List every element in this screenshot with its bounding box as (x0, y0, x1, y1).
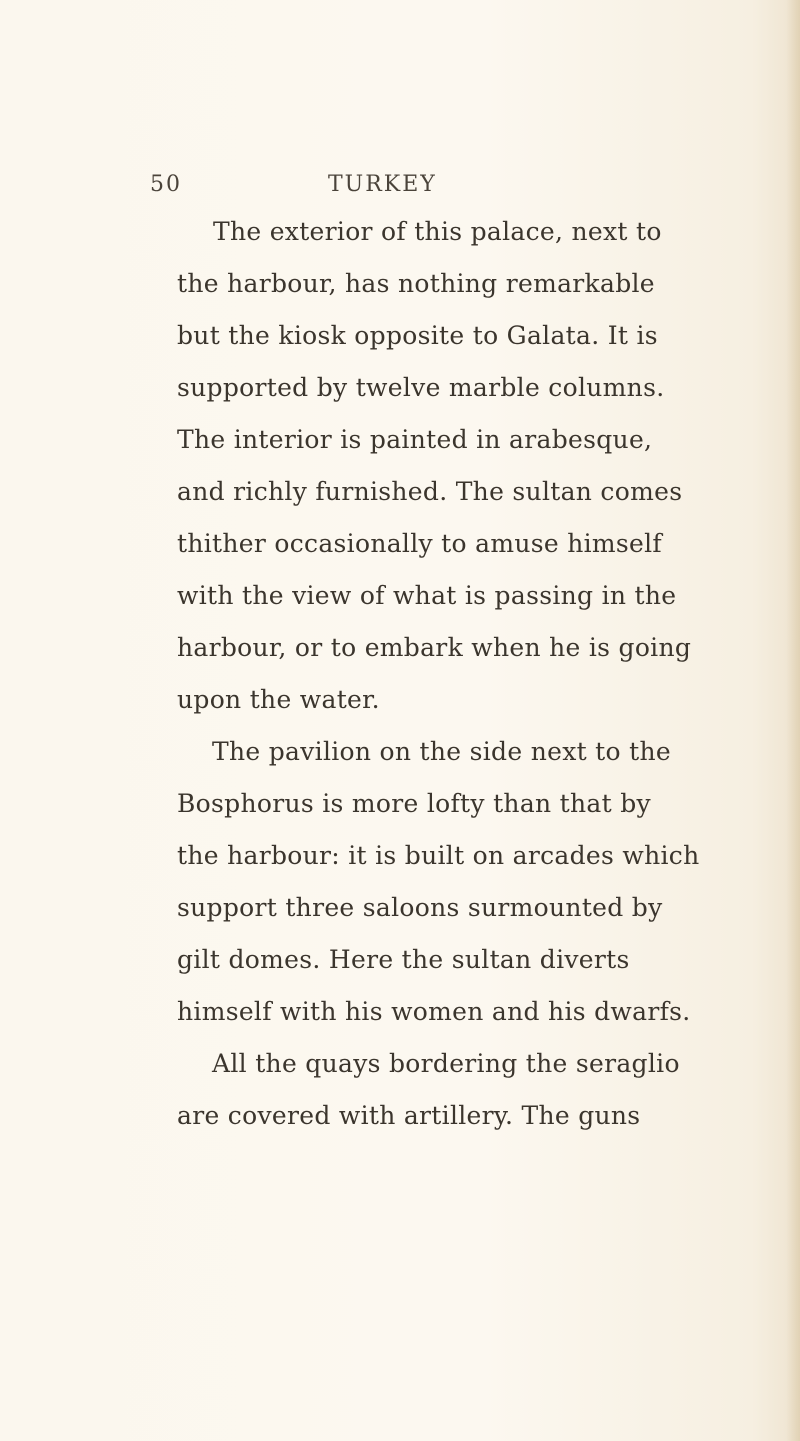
text-line: himself with his women and his dwarfs. (177, 997, 691, 1026)
text-line: The exterior of this palace, next to (213, 217, 662, 246)
text-line: All the quays bordering the seraglio (212, 1049, 680, 1078)
page-edge-shadow (786, 0, 800, 1441)
page-header (0, 172, 800, 212)
text-line: with the view of what is passing in the (177, 581, 677, 610)
text-line: The interior is painted in arabesque, (177, 425, 653, 454)
text-line: Bosphorus is more lofty than that by (177, 789, 651, 818)
page-number: 50 (150, 172, 182, 197)
text-line: the harbour, has nothing remarkable (177, 269, 655, 298)
text-line: thither occasionally to amuse himself (177, 529, 662, 558)
text-line: but the kiosk opposite to Galata. It is (177, 321, 658, 350)
text-line: and richly furnished. The sultan comes (177, 477, 683, 506)
text-line: The pavilion on the side next to the (212, 737, 671, 766)
text-line: supported by twelve marble columns. (177, 373, 665, 402)
text-line: are covered with artillery. The guns (177, 1101, 641, 1130)
text-line: gilt domes. Here the sultan diverts (177, 945, 630, 974)
text-line: support three saloons surmounted by (177, 893, 663, 922)
text-line: the harbour: it is built on arcades which (177, 841, 700, 870)
running-head: TURKEY (328, 172, 437, 197)
text-line: upon the water. (177, 685, 380, 714)
text-line: harbour, or to embark when he is going (177, 633, 692, 662)
